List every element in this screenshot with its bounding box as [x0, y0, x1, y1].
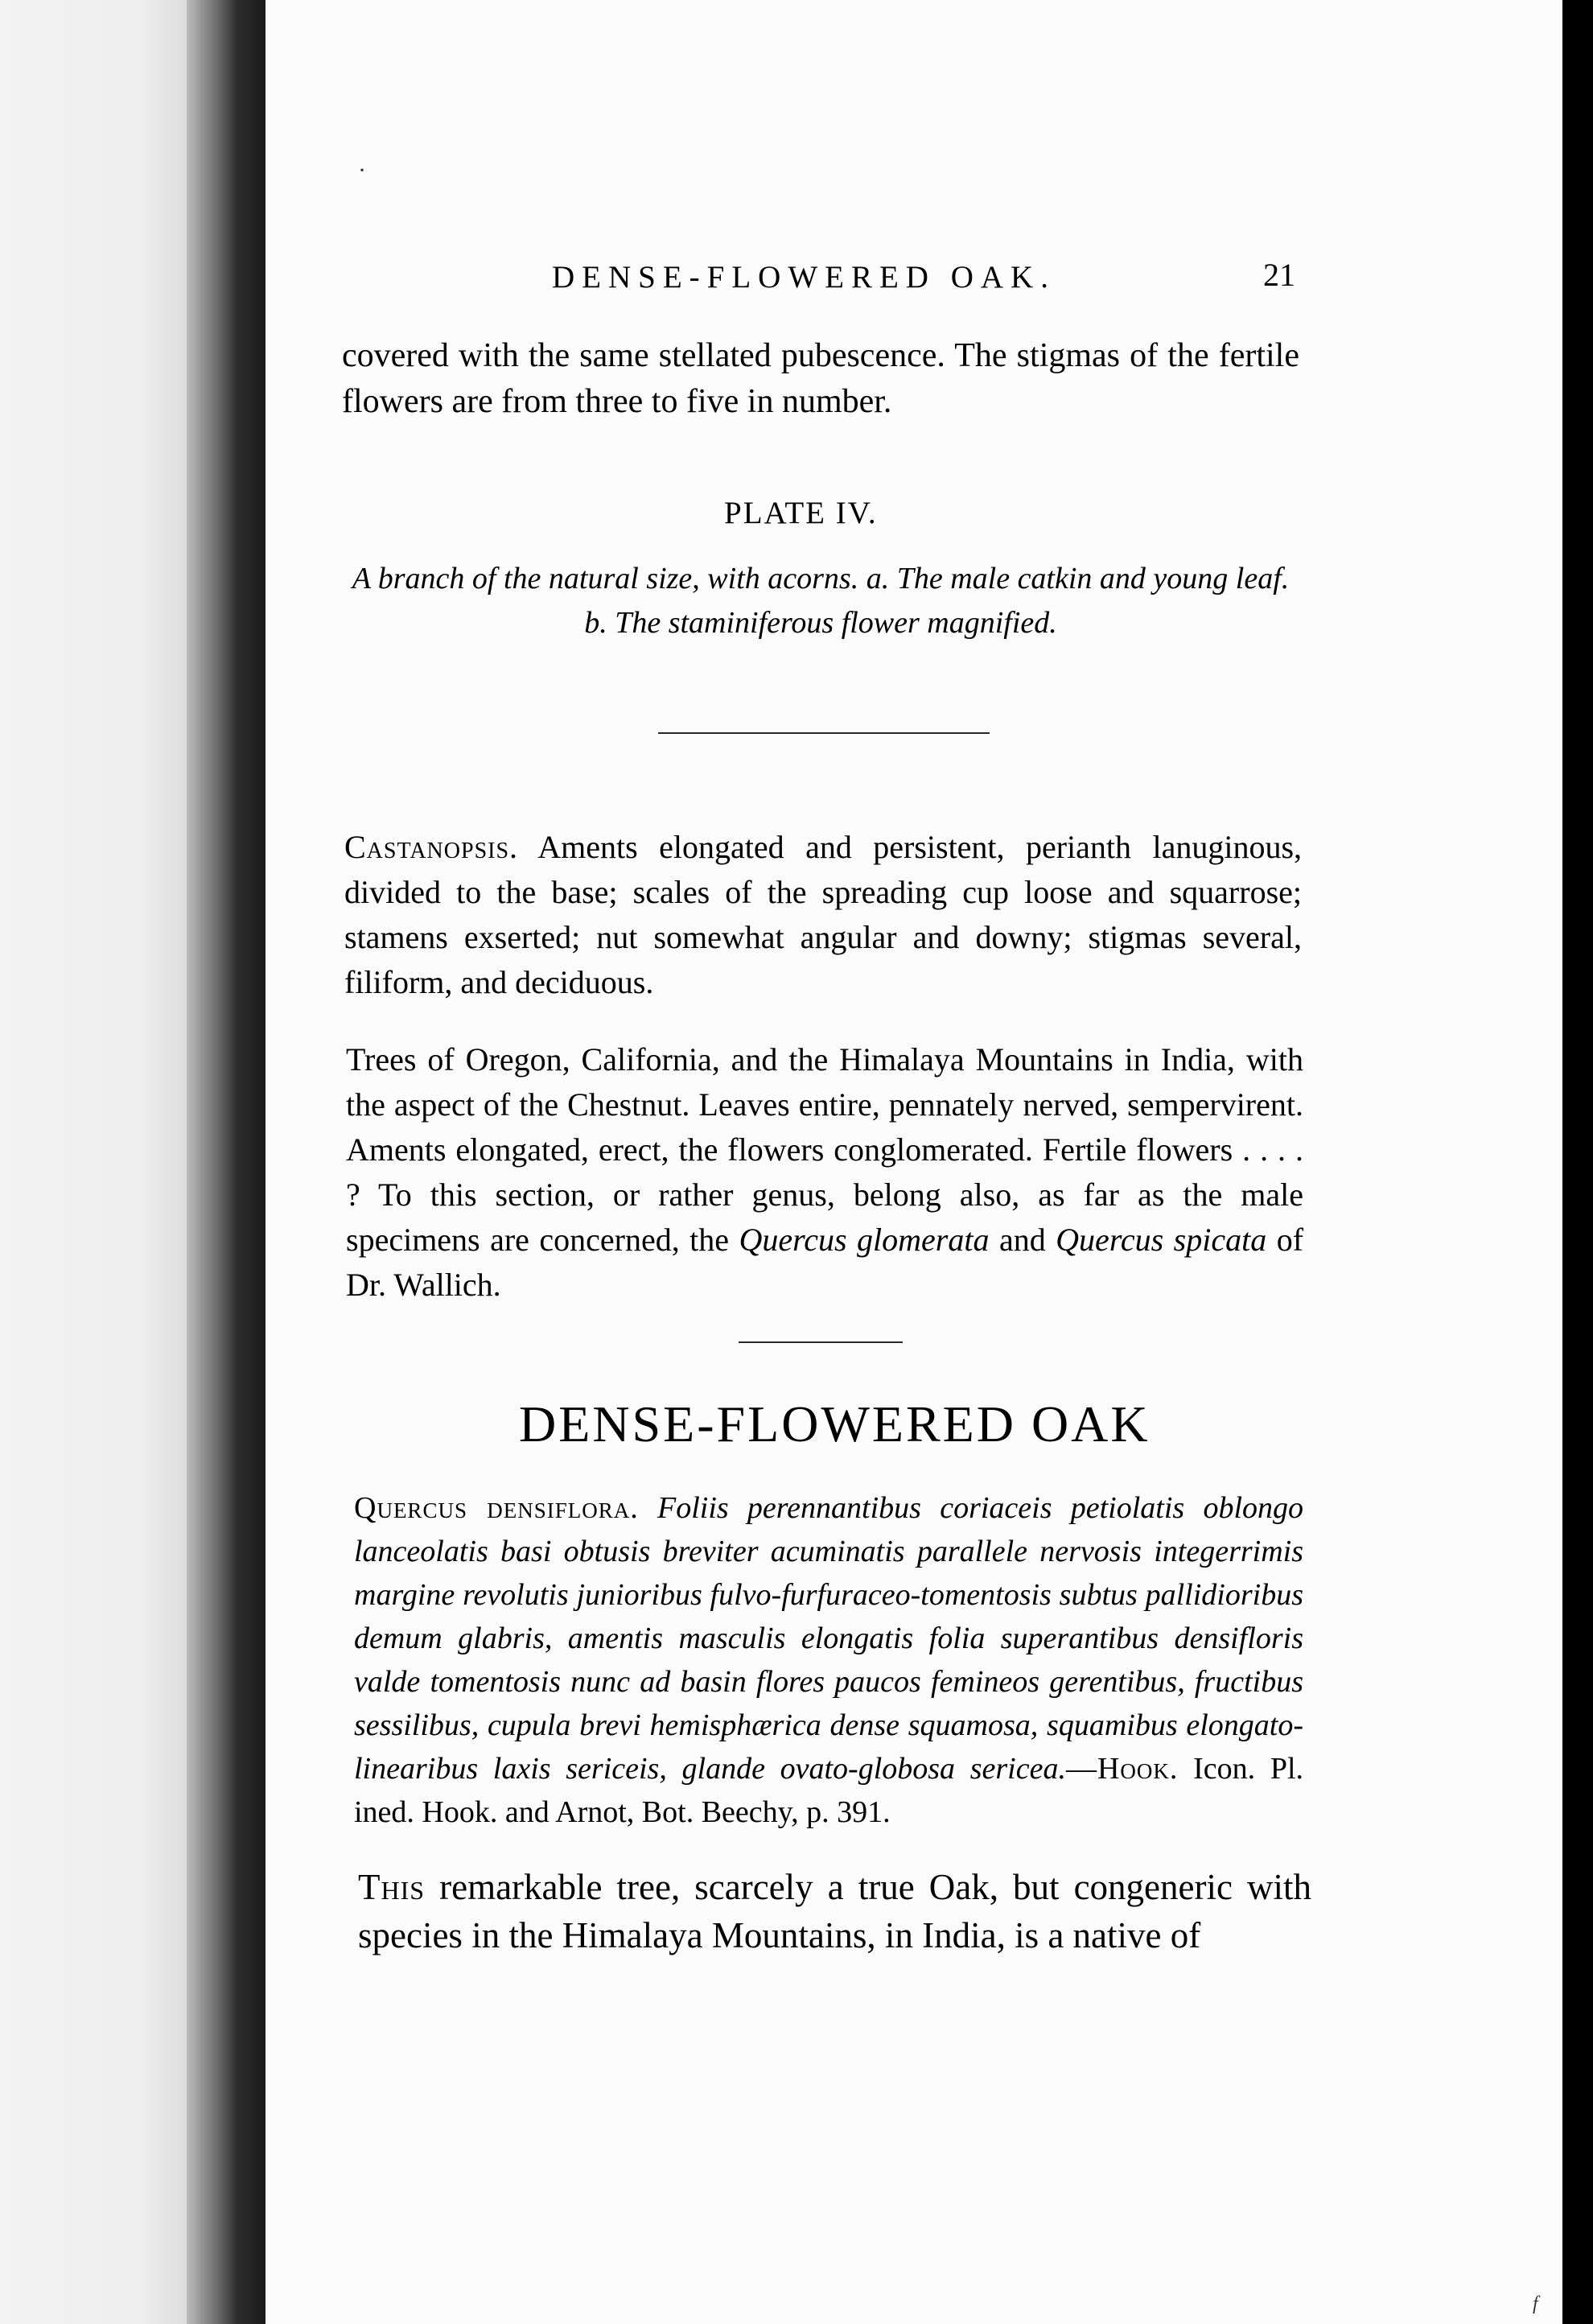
- book-gutter: [187, 0, 271, 2324]
- synopsis-label: Castanopsis.: [344, 829, 519, 865]
- plate-title: PLATE IV.: [724, 496, 878, 530]
- page-number: 21: [1263, 257, 1295, 293]
- synopsis-text: Aments elongated and persistent, perianth lanuginous, divided to the base; scales of the spreading cup loose and squarrose; stamens exserted; nut somewhat angular and downy; stigmas several, filiform, and deciduous.: [344, 829, 1303, 1000]
- species-heading: DENSE-FLOWERED OAK: [519, 1395, 1150, 1452]
- section-rule-short: [739, 1341, 903, 1343]
- stray-mark: ·: [358, 157, 366, 183]
- citation-author: —Hook.: [1065, 1752, 1179, 1786]
- paragraph-stigmas: covered with the same stellated pubescence. The stigmas of the fertile flowers are from three to five in number.: [342, 337, 1299, 420]
- latin-description: [354, 1486, 1303, 1834]
- paragraph-remarkable-tree: [358, 1863, 1311, 1959]
- latin-label: Quercus densiflora.: [354, 1491, 639, 1525]
- paragraph-trees: [346, 1037, 1303, 1308]
- running-head: DENSE-FLOWERED OAK.: [552, 260, 1056, 295]
- edge-mark: f: [1533, 2293, 1538, 2314]
- facing-page: [0, 0, 201, 2324]
- citation-text: Icon. Pl. ined. Hook. and Arnot, Bot. Beechy, p. 391.: [354, 1752, 1304, 1829]
- section-rule: [658, 732, 990, 734]
- trees-conjunction: and: [998, 1222, 1046, 1258]
- lead-word: This: [358, 1867, 426, 1907]
- trees-text-end: of Dr. Wallich.: [346, 1222, 1304, 1303]
- species-name-glomerata: Quercus glomerata: [739, 1222, 990, 1258]
- castanopsis-synopsis: [344, 825, 1302, 1005]
- species-name-spicata: Quercus spicata: [1056, 1222, 1267, 1258]
- trees-text: Trees of Oregon, California, and the Himalaya Mountains in India, with the aspect of the Chestnut. Leaves entire, pennately nerved, sempervirent. Aments elongated, erect, the flowers conglomerated. Fertile flowers . . . . ? To this section, or rather genus, belong also, as far as the male specimens are concerned, the: [346, 1041, 1303, 1258]
- final-text: remarkable tree, scarcely a true Oak, but congeneric with species in the Himalaya Mountains, in India, is a native of: [358, 1867, 1311, 1955]
- latin-text: Foliis perennantibus coriaceis petiolatis oblongo lanceolatis basi obtusis breviter acuminatis parallele nervosis integerrimis margine revolutis junioribus fulvo-furfuraceo-tomentosis subtus pallidioribus demum glabris, amentis masculis elongatis folia superantibus densifloris valde tomentosis nunc ad basin flores paucos femineos gerentibus, fructibus sessilibus, cupula brevi hemisphærica dense squamosa, squamibus elongato-linearibus laxis sericeis, glande ovato-globosa sericea.: [354, 1491, 1303, 1786]
- plate-caption: A branch of the natural size, with acorns. a. The male catkin and young leaf. b. The staminiferous flower magnified.: [352, 562, 1290, 640]
